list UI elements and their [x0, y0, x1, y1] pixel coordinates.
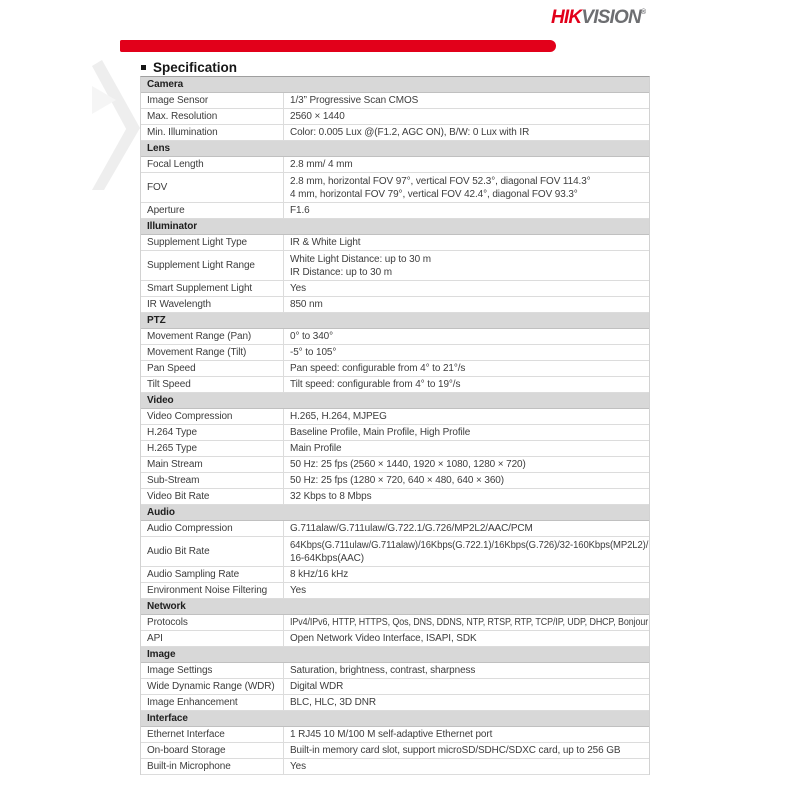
spec-value-text: 16-64Kbps(AAC) — [290, 552, 364, 564]
spec-value-text: Yes — [290, 761, 306, 772]
spec-value-cell — [284, 537, 649, 566]
section-header-network: Network — [141, 599, 649, 615]
spec-row-ethernet-interface — [141, 727, 649, 743]
section-header-illuminator: Illuminator — [141, 219, 649, 235]
spec-label-text: Focal Length — [147, 159, 204, 170]
spec-value-text: Digital WDR — [290, 681, 344, 692]
spec-row-image-sensor — [141, 93, 649, 109]
spec-value-text: 2560 × 1440 — [290, 111, 345, 122]
spec-value-cell — [284, 695, 649, 710]
section-header-lens: Lens — [141, 141, 649, 157]
spec-value-cell — [284, 457, 649, 472]
spec-value-text: H.265, H.264, MJPEG — [290, 411, 387, 422]
spec-label-text: Sub-Stream — [147, 475, 200, 486]
spec-label-text: Audio Sampling Rate — [147, 569, 240, 580]
spec-label-cell — [141, 537, 284, 566]
spec-row-aperture — [141, 203, 649, 219]
spec-label-text: Supplement Light Range — [147, 260, 255, 271]
spec-value-cell — [284, 235, 649, 250]
spec-value-cell — [284, 297, 649, 312]
spec-label-cell — [141, 251, 284, 280]
spec-value-cell — [284, 759, 649, 774]
spec-label-text: Pan Speed — [147, 363, 196, 374]
spec-row-h-265-type — [141, 441, 649, 457]
spec-label-cell — [141, 125, 284, 140]
spec-label-cell — [141, 567, 284, 582]
spec-value-cell — [284, 727, 649, 742]
spec-label-text: Built-in Microphone — [147, 761, 231, 772]
square-bullet-icon — [141, 65, 146, 70]
spec-row-max-resolution — [141, 109, 649, 125]
spec-value-cell — [284, 663, 649, 678]
spec-label-text: Min. Illumination — [147, 127, 218, 138]
spec-value-text: G.711alaw/G.711ulaw/G.722.1/G.726/MP2L2/AAC/PCM — [290, 523, 533, 534]
spec-label-cell — [141, 631, 284, 646]
spec-label-cell — [141, 109, 284, 124]
spec-value-text: 8 kHz/16 kHz — [290, 569, 349, 580]
spec-label-cell — [141, 759, 284, 774]
spec-label-cell — [141, 377, 284, 392]
spec-value-text: IR Distance: up to 30 m — [290, 266, 392, 278]
spec-label-text: H.264 Type — [147, 427, 197, 438]
spec-value-text: IR & White Light — [290, 237, 361, 248]
spec-row-supplement-light-type — [141, 235, 649, 251]
spec-row-smart-supplement-light — [141, 281, 649, 297]
spec-label-text: Smart Supplement Light — [147, 283, 253, 294]
spec-label-text: Tilt Speed — [147, 379, 191, 390]
spec-value-text: 64Kbps(G.711ulaw/G.711alaw)/16Kbps(G.722.1)/16Kbps(G.726)/32-160Kbps(MP2L2)/ — [290, 539, 649, 551]
spec-label-text: Movement Range (Pan) — [147, 331, 252, 342]
spec-value-cell — [284, 567, 649, 582]
spec-label-cell — [141, 615, 284, 630]
spec-label-cell — [141, 743, 284, 758]
spec-row-supplement-light-range — [141, 251, 649, 281]
spec-row-video-bit-rate — [141, 489, 649, 505]
spec-label-cell — [141, 329, 284, 344]
spec-value-text: Baseline Profile, Main Profile, High Profile — [290, 427, 471, 438]
section-header-video: Video — [141, 393, 649, 409]
spec-value-text: -5° to 105° — [290, 347, 337, 358]
spec-value-text: 32 Kbps to 8 Mbps — [290, 491, 372, 502]
spec-value-cell — [284, 583, 649, 598]
spec-row-audio-compression — [141, 521, 649, 537]
spec-label-text: Max. Resolution — [147, 111, 218, 122]
spec-label-text: IR Wavelength — [147, 299, 211, 310]
spec-value-text: Built-in memory card slot, support microSD/SDHC/SDXC card, up to 256 GB — [290, 745, 621, 756]
spec-label-cell — [141, 727, 284, 742]
spec-value-text: Color: 0.005 Lux @(F1.2, AGC ON), B/W: 0 Lux with IR — [290, 127, 530, 138]
spec-label-cell — [141, 679, 284, 694]
spec-row-protocols — [141, 615, 649, 631]
spec-label-text: Image Sensor — [147, 95, 209, 106]
spec-value-cell — [284, 425, 649, 440]
spec-label-text: API — [147, 633, 163, 644]
spec-value-cell — [284, 157, 649, 172]
spec-label-cell — [141, 345, 284, 360]
spec-label-cell — [141, 583, 284, 598]
spec-label-text: Image Enhancement — [147, 697, 238, 708]
spec-row-main-stream — [141, 457, 649, 473]
spec-label-cell — [141, 235, 284, 250]
spec-value-cell — [284, 521, 649, 536]
spec-label-cell — [141, 409, 284, 424]
spec-label-cell — [141, 663, 284, 678]
spec-value-text: F1.6 — [290, 205, 310, 216]
spec-value-cell — [284, 743, 649, 758]
spec-row-min-illumination — [141, 125, 649, 141]
spec-label-cell — [141, 457, 284, 472]
spec-value-text: White Light Distance: up to 30 m — [290, 253, 431, 265]
spec-label-text: Supplement Light Type — [147, 237, 248, 248]
spec-row-image-settings — [141, 663, 649, 679]
spec-label-cell — [141, 173, 284, 202]
spec-label-cell — [141, 521, 284, 536]
section-header-image: Image — [141, 647, 649, 663]
spec-label-text: Main Stream — [147, 459, 203, 470]
spec-row-wide-dynamic-range-wdr — [141, 679, 649, 695]
spec-label-text: Wide Dynamic Range (WDR) — [147, 681, 275, 692]
spec-value-text: 2.8 mm/ 4 mm — [290, 159, 353, 170]
spec-label-cell — [141, 361, 284, 376]
spec-value-cell — [284, 679, 649, 694]
spec-row-api — [141, 631, 649, 647]
spec-value-text: 1 RJ45 10 M/100 M self-adaptive Ethernet port — [290, 729, 493, 740]
specification-heading — [141, 60, 237, 75]
spec-label-text: FOV — [147, 182, 168, 193]
spec-label-cell — [141, 441, 284, 456]
spec-value-cell — [284, 93, 649, 108]
spec-label-cell — [141, 695, 284, 710]
registered-trademark-icon: ® — [640, 9, 647, 16]
spec-value-text: 850 nm — [290, 299, 323, 310]
spec-label-cell — [141, 473, 284, 488]
spec-value-cell — [284, 345, 649, 360]
spec-label-text: Movement Range (Tilt) — [147, 347, 247, 358]
section-header-ptz: PTZ — [141, 313, 649, 329]
spec-value-cell — [284, 173, 649, 202]
spec-value-text: 50 Hz: 25 fps (1280 × 720, 640 × 480, 640 × 360) — [290, 475, 504, 486]
spec-value-cell — [284, 473, 649, 488]
spec-label-cell — [141, 203, 284, 218]
spec-label-text: Ethernet Interface — [147, 729, 225, 740]
spec-label-cell — [141, 489, 284, 504]
spec-label-text: Video Bit Rate — [147, 491, 210, 502]
spec-value-cell — [284, 409, 649, 424]
spec-value-text: 0° to 340° — [290, 331, 334, 342]
spec-value-text: 4 mm, horizontal FOV 79°, vertical FOV 42.4°, diagonal FOV 93.3° — [290, 188, 578, 200]
hikvision-logo — [551, 7, 646, 29]
spec-value-cell — [284, 281, 649, 296]
spec-value-cell — [284, 329, 649, 344]
spec-row-video-compression — [141, 409, 649, 425]
spec-row-pan-speed — [141, 361, 649, 377]
spec-value-text: Saturation, brightness, contrast, sharpness — [290, 665, 476, 676]
spec-label-text: Audio Bit Rate — [147, 546, 210, 557]
spec-row-movement-range-pan — [141, 329, 649, 345]
spec-row-ir-wavelength — [141, 297, 649, 313]
specification-heading-text: Specification — [153, 60, 238, 75]
spec-value-cell — [284, 631, 649, 646]
spec-value-cell — [284, 377, 649, 392]
spec-label-text: Protocols — [147, 617, 188, 628]
spec-value-cell — [284, 203, 649, 218]
spec-value-text: BLC, HLC, 3D DNR — [290, 697, 376, 708]
spec-label-cell — [141, 425, 284, 440]
spec-label-cell — [141, 93, 284, 108]
section-header-interface: Interface — [141, 711, 649, 727]
spec-label-text: Aperture — [147, 205, 185, 216]
spec-row-sub-stream — [141, 473, 649, 489]
spec-row-audio-bit-rate — [141, 537, 649, 567]
spec-value-text: Tilt speed: configurable from 4° to 19°/s — [290, 379, 461, 390]
spec-row-fov — [141, 173, 649, 203]
spec-label-cell — [141, 281, 284, 296]
spec-label-text: H.265 Type — [147, 443, 197, 454]
spec-label-text: Video Compression — [147, 411, 233, 422]
spec-row-movement-range-tilt — [141, 345, 649, 361]
spec-label-text: Audio Compression — [147, 523, 233, 534]
spec-value-cell — [284, 441, 649, 456]
spec-row-image-enhancement — [141, 695, 649, 711]
logo-vision-text: VISION — [581, 7, 641, 28]
specification-table — [140, 76, 650, 775]
spec-row-environment-noise-filtering — [141, 583, 649, 599]
spec-row-built-in-microphone — [141, 759, 649, 775]
spec-value-cell — [284, 109, 649, 124]
logo-hik-text: HIK — [551, 7, 582, 28]
section-header-audio: Audio — [141, 505, 649, 521]
spec-value-text: Open Network Video Interface, ISAPI, SDK — [290, 633, 477, 644]
spec-row-focal-length — [141, 157, 649, 173]
spec-label-text: On-board Storage — [147, 745, 226, 756]
spec-row-on-board-storage — [141, 743, 649, 759]
spec-value-cell — [284, 489, 649, 504]
spec-value-text: 50 Hz: 25 fps (2560 × 1440, 1920 × 1080, 1280 × 720) — [290, 459, 526, 470]
spec-value-text: 1/3” Progressive Scan CMOS — [290, 95, 419, 106]
spec-row-tilt-speed — [141, 377, 649, 393]
spec-row-h-264-type — [141, 425, 649, 441]
spec-value-text: Main Profile — [290, 443, 342, 454]
spec-label-cell — [141, 297, 284, 312]
spec-value-cell — [284, 125, 649, 140]
spec-value-cell — [284, 615, 649, 630]
section-header-camera: Camera — [141, 77, 649, 93]
spec-value-cell — [284, 361, 649, 376]
spec-label-text: Environment Noise Filtering — [147, 585, 268, 596]
spec-label-cell — [141, 157, 284, 172]
spec-value-cell — [284, 251, 649, 280]
spec-value-text: 2.8 mm, horizontal FOV 97°, vertical FOV 52.3°, diagonal FOV 114.3° — [290, 175, 591, 187]
spec-row-audio-sampling-rate — [141, 567, 649, 583]
watermark-chevron-graphic — [90, 52, 146, 192]
spec-label-text: Image Settings — [147, 665, 213, 676]
spec-value-text: IPv4/IPv6, HTTP, HTTPS, Qos, DNS, DDNS, NTP, RTSP, RTP, TCP/IP, UDP, DHCP, Bonjour — [290, 617, 649, 628]
spec-value-text: Yes — [290, 283, 306, 294]
spec-value-text: Pan speed: configurable from 4° to 21°/s — [290, 363, 466, 374]
spec-value-text: Yes — [290, 585, 306, 596]
red-divider-bar — [120, 40, 556, 52]
